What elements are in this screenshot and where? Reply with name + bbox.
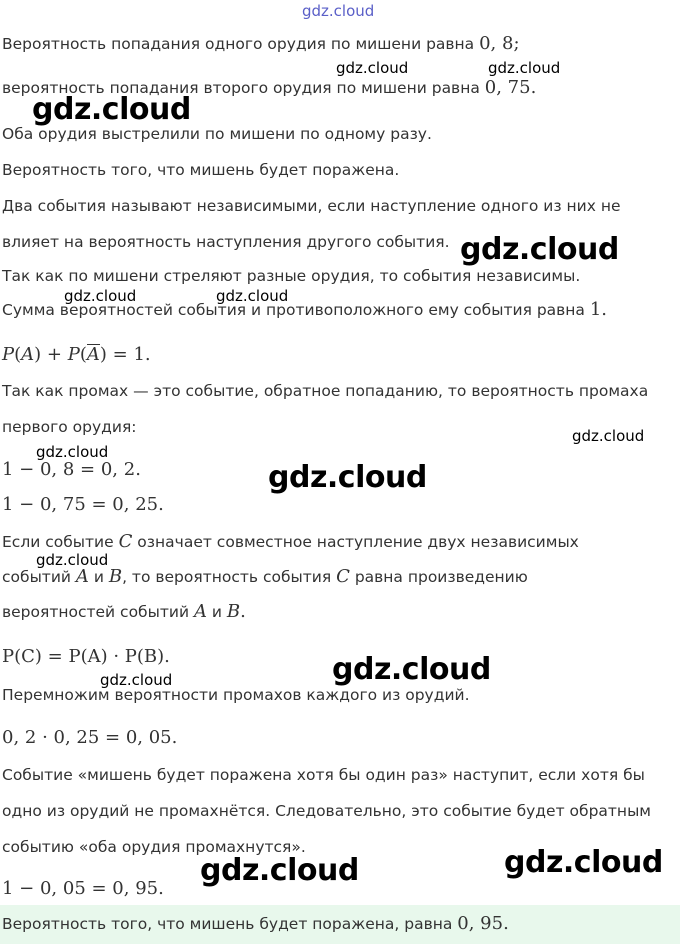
text-line-22: событию «оба орудия промахнутся».	[2, 838, 306, 856]
watermark: gdz.cloud	[332, 652, 491, 687]
watermark: gdz.cloud	[36, 551, 109, 569]
formula-complement: P(A) + P(A) = 1.	[2, 344, 151, 365]
watermark: gdz.cloud	[268, 460, 427, 495]
math-value: 0, 75.	[484, 77, 537, 98]
formula-product: P(C) = P(A) · P(B).	[2, 646, 170, 667]
watermark: gdz.cloud	[460, 232, 619, 267]
watermark: gdz.cloud	[504, 845, 663, 880]
answer-line: Вероятность того, что мишень будет поражена, равна 0, 95.	[2, 913, 509, 934]
text-line-4: Вероятность того, что мишень будет поражена.	[2, 161, 400, 179]
text-line-15: событий A и B, то вероятность события C равна произведению	[2, 566, 528, 587]
text-line-5: Два события называют независимыми, если наступление одного из них не	[2, 197, 621, 215]
text-line-6: влияет на вероятность наступления другого события.	[2, 233, 450, 251]
math-value: 0, 8;	[479, 33, 520, 54]
watermark: gdz.cloud	[200, 853, 359, 888]
formula-miss-1: 1 − 0, 8 = 0, 2.	[2, 459, 141, 480]
answer-value: 0, 95.	[457, 913, 509, 934]
top-watermark: gdz.cloud	[302, 2, 375, 20]
text-line-11: первого орудия:	[2, 418, 137, 436]
watermark: gdz.cloud	[32, 92, 191, 127]
formula-product-value: 0, 2 · 0, 25 = 0, 05.	[2, 727, 178, 748]
overline-var: A	[86, 344, 100, 365]
watermark: gdz.cloud	[36, 443, 109, 461]
watermark: gdz.cloud	[64, 287, 137, 305]
text-line-18: Перемножим вероятности промахов каждого из орудий.	[2, 686, 470, 704]
watermark: gdz.cloud	[488, 59, 561, 77]
text-line-2: вероятность попадания второго орудия по мишени равна 0, 75.	[2, 77, 537, 98]
text-line-21: одно из орудий не промахнётся. Следовательно, это событие будет обратным	[2, 802, 651, 820]
formula-result: 1 − 0, 05 = 0, 95.	[2, 878, 164, 899]
text-line-20: Событие «мишень будет поражена хотя бы один раз» наступит, если хотя бы	[2, 766, 645, 784]
watermark: gdz.cloud	[100, 671, 173, 689]
formula-miss-2: 1 − 0, 75 = 0, 25.	[2, 494, 164, 515]
math-value: 1.	[589, 299, 608, 320]
watermark: gdz.cloud	[572, 427, 645, 445]
watermark: gdz.cloud	[216, 287, 289, 305]
text-line-8: Сумма вероятностей события и противоположного ему события равна 1.	[2, 299, 608, 320]
watermark: gdz.cloud	[336, 59, 409, 77]
text-line-3: Оба орудия выстрелили по мишени по одному разу.	[2, 125, 432, 143]
text-line-10: Так как промах — это событие, обратное попаданию, то вероятность промаха	[2, 382, 649, 400]
text-line-16: вероятностей событий A и B.	[2, 601, 246, 622]
text-line-14: Если событие C означает совместное наступление двух независимых	[2, 531, 579, 552]
text-line-7: Так как по мишени стреляют разные орудия, то события независимы.	[2, 267, 581, 285]
text-line-1: Вероятность попадания одного орудия по мишени равна 0, 8;	[2, 33, 520, 54]
